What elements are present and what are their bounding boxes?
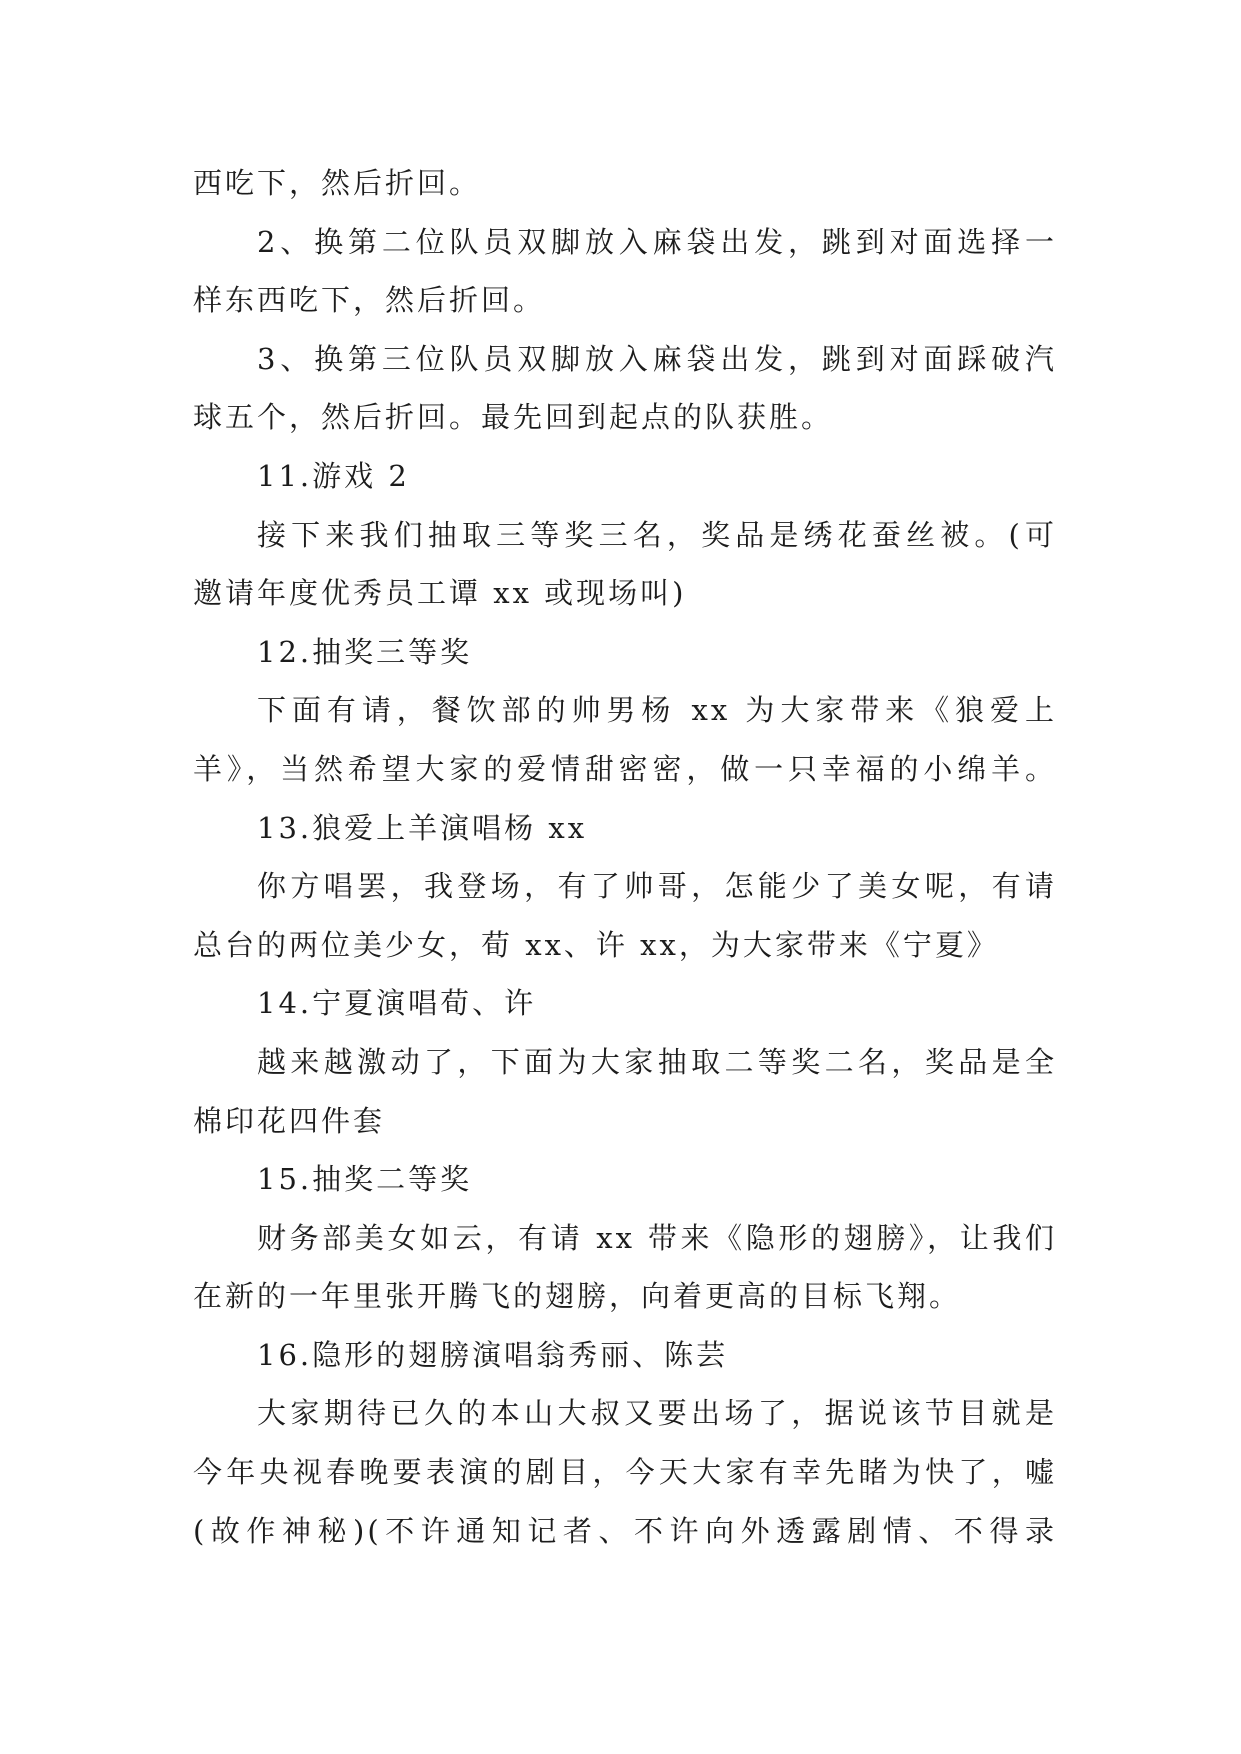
text-line: 样东西吃下，然后折回。 [193,283,546,318]
heading-line: 12.抽奖三等奖 [257,634,473,669]
program-item-heading [193,1326,1057,1385]
host-script-paragraph [193,1384,1057,1560]
heading-line: 14.宁夏演唱荀、许 [257,986,537,1021]
text-line: 下面有请，餐饮部的帅男杨 xx 为大家带来《狼爱上 [257,693,1057,728]
program-item-heading [193,623,1057,682]
heading-line: 13.狼爱上羊演唱杨 xx [257,810,588,845]
text-line: 3、换第三位队员双脚放入麻袋出发，跳到对面踩破汽 [257,341,1057,376]
text-line: 今年央视春晚要表演的剧目，今天大家有幸先睹为快了，嘘 [193,1455,1057,1490]
program-item-heading [193,1150,1057,1209]
text-line: 越来越激动了，下面为大家抽取二等奖二名，奖品是全 [257,1044,1057,1079]
host-script-paragraph [193,506,1057,623]
game-step-2 [193,213,1057,330]
heading-line: 11.游戏 2 [257,458,410,493]
host-script-paragraph [193,1209,1057,1326]
paragraph-continuation [193,154,1057,213]
text-line: 西吃下，然后折回。 [193,166,482,200]
heading-line: 16.隐形的翅膀演唱翁秀丽、陈芸 [257,1337,729,1372]
text-line: 在新的一年里张开腾飞的翅膀，向着更高的目标飞翔。 [193,1279,962,1314]
document-body [193,154,1057,1560]
text-line: 接下来我们抽取三等奖三名，奖品是绣花蚕丝被。(可 [257,517,1057,552]
program-item-heading [193,974,1057,1033]
text-line: 棉印花四件套 [193,1103,386,1138]
text-line: 球五个，然后折回。最先回到起点的队获胜。 [193,400,834,435]
text-line: 大家期待已久的本山大叔又要出场了，据说该节目就是 [257,1396,1057,1431]
heading-line: 15.抽奖二等奖 [257,1162,473,1197]
text-line: 邀请年度优秀员工谭 xx 或现场叫) [193,576,687,611]
text-line: 你方唱罢，我登场，有了帅哥，怎能少了美女呢，有请 [257,869,1057,904]
text-line: 羊》，当然希望大家的爱情甜密密，做一只幸福的小绵羊。 [193,751,1057,786]
game-step-3 [193,330,1057,447]
text-line: (故作神秘)(不许通知记者、不许向外透露剧情、不得录 [193,1513,1057,1548]
host-script-paragraph [193,857,1057,974]
host-script-paragraph [193,1033,1057,1150]
program-item-heading [193,447,1057,506]
text-line: 2、换第二位队员双脚放入麻袋出发，跳到对面选择一 [257,224,1057,259]
host-script-paragraph [193,681,1057,798]
text-line: 总台的两位美少女，荀 xx、许 xx，为大家带来《宁夏》 [193,927,999,962]
text-line: 财务部美女如云，有请 xx 带来《隐形的翅膀》，让我们 [257,1220,1057,1255]
program-item-heading [193,799,1057,858]
